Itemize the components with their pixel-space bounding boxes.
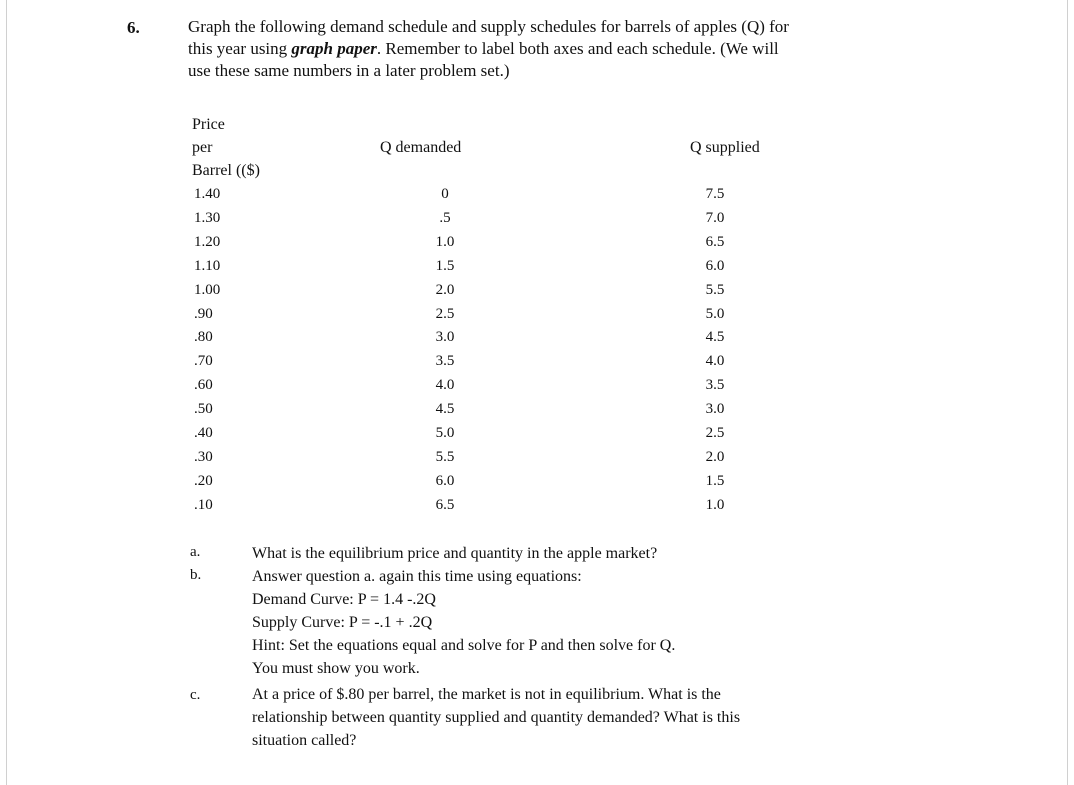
price-cell: .70 <box>194 353 213 370</box>
price-cell: 1.30 <box>194 209 221 226</box>
q-supplied-cell: 2.0 <box>705 448 725 465</box>
question-line-1: Graph the following demand schedule and supply schedules for barrels of apples (Q) for <box>188 17 789 36</box>
part-b-line: Hint: Set the equations equal and solve for P and then solve for Q. <box>252 637 676 654</box>
q-demanded-cell: 5.0 <box>435 425 455 442</box>
price-cell: 1.10 <box>194 257 221 274</box>
q-supplied-cell: 4.0 <box>705 353 725 370</box>
part-b-text <box>252 565 952 680</box>
q-supplied-cell: 3.0 <box>705 401 725 418</box>
price-header-line: Price <box>192 116 225 133</box>
part-b-line: Demand Curve: P = 1.4 -.2Q <box>252 591 436 608</box>
part-c-text <box>252 683 952 752</box>
q-demanded-cell: .5 <box>439 209 451 226</box>
price-cell: .20 <box>194 472 213 489</box>
question-text <box>188 16 948 82</box>
q-demanded-cell: 5.5 <box>435 448 455 465</box>
q-supplied-column <box>690 183 740 518</box>
part-c-letter: c. <box>190 687 201 703</box>
q-supplied-cell: 1.0 <box>705 496 725 513</box>
q-supplied-cell: 3.5 <box>705 377 725 394</box>
price-cell: .50 <box>194 401 213 418</box>
q-demanded-cell: 6.0 <box>435 472 455 489</box>
q-supplied-cell: 5.5 <box>705 281 725 298</box>
price-cell: .90 <box>194 305 213 322</box>
q-demanded-cell: 1.5 <box>435 257 455 274</box>
q-supplied-cell: 7.0 <box>705 209 725 226</box>
q-supplied-cell: 5.0 <box>705 305 725 322</box>
q-demanded-cell: 3.0 <box>435 329 455 346</box>
q-demanded-cell: 1.0 <box>435 233 455 250</box>
q-demanded-column <box>410 183 480 518</box>
part-b-letter: b. <box>190 567 202 583</box>
question-number: 6. <box>127 18 140 37</box>
q-demanded-cell: 4.0 <box>435 377 455 394</box>
question-line-3: use these same numbers in a later problem set.) <box>188 61 510 80</box>
price-cell: .60 <box>194 377 213 394</box>
q-supplied-cell: 7.5 <box>705 186 725 202</box>
part-a-text: What is the equilibrium price and quantity in the apple market? <box>252 545 658 562</box>
price-header-line: Barrel (($) <box>192 162 260 179</box>
price-cell: .40 <box>194 425 213 442</box>
price-header-line: per <box>192 139 213 156</box>
price-cell: .30 <box>194 448 213 465</box>
price-column <box>190 183 250 518</box>
part-c-line: At a price of $.80 per barrel, the market is not in equilibrium. What is the <box>252 686 721 703</box>
part-a-letter: a. <box>190 544 201 560</box>
part-b-line: Supply Curve: P = -.1 + .2Q <box>252 614 433 631</box>
q-demanded-cell: 6.5 <box>435 496 455 513</box>
question-line-2 <box>188 38 948 60</box>
q-supplied-cell: 6.5 <box>705 233 725 250</box>
q-demanded-cell: 3.5 <box>435 353 455 370</box>
q-demanded-cell: 2.5 <box>435 305 455 322</box>
graph-paper-emphasis: graph paper <box>291 39 377 58</box>
q-demanded-header: Q demanded <box>380 139 462 156</box>
price-cell: .80 <box>194 329 213 346</box>
part-b-line: You must show you work. <box>252 660 420 677</box>
question-line-2-end: . Remember to label both axes and each schedule. (We will <box>376 39 779 58</box>
part-c-line: relationship between quantity supplied and quantity demanded? What is this <box>252 709 741 726</box>
part-b-line: Answer question a. again this time using equations: <box>252 568 582 585</box>
price-cell: 1.00 <box>194 281 221 298</box>
price-header <box>192 113 260 182</box>
q-supplied-header: Q supplied <box>690 139 760 156</box>
part-c-line: situation called? <box>252 732 357 749</box>
q-supplied-cell: 1.5 <box>705 472 725 489</box>
q-demanded-cell: 2.0 <box>435 281 455 298</box>
price-cell: .10 <box>194 496 213 513</box>
question-line-2-start: this year using <box>188 39 292 58</box>
q-supplied-cell: 6.0 <box>705 257 725 274</box>
q-supplied-cell: 2.5 <box>705 425 725 442</box>
price-cell: 1.20 <box>194 233 221 250</box>
q-demanded-cell: 0 <box>441 186 449 202</box>
price-cell: 1.40 <box>194 186 221 202</box>
q-demanded-cell: 4.5 <box>435 401 455 418</box>
q-supplied-cell: 4.5 <box>705 329 725 346</box>
